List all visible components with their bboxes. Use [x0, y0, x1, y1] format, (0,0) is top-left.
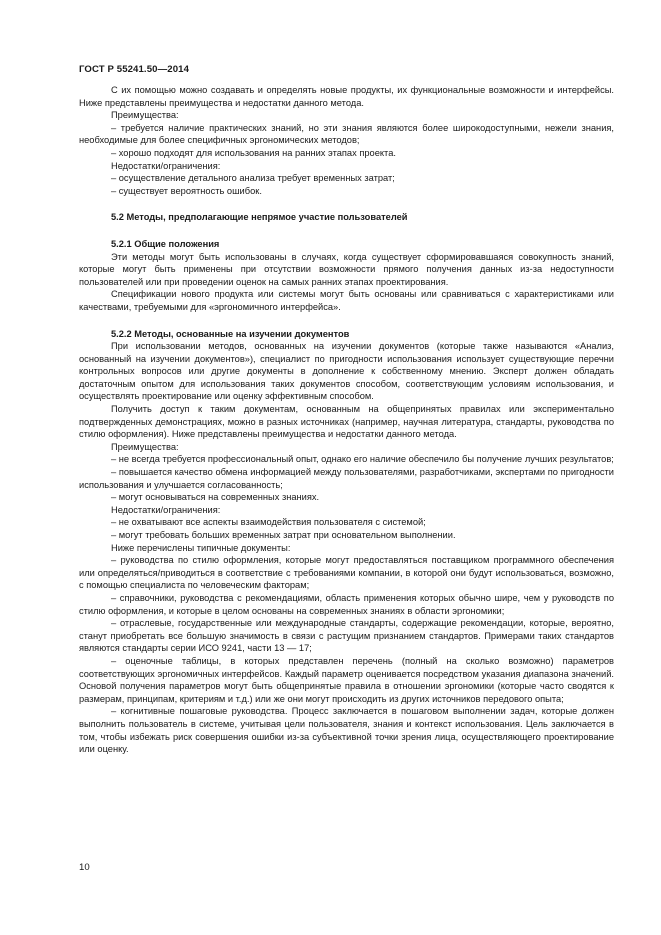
- list-item: – осуществление детального анализа требует временных затрат;: [111, 173, 395, 184]
- list-item: – справочники, руководства с рекомендациями, область применения которых обычно шире, чем у руководств по стилю оформления, и которые в целом основаны на современных знаниях в области эргономики;: [79, 592, 614, 616]
- paragraph: Преимущества:: [111, 110, 179, 121]
- paragraph: Получить доступ к таким документам, основанным на общепринятых правилах или экспериментально подтвержденных демонстрациях, можно в разных источниках (например, научная литература, стандарты, руководства по стилю оформления). Ниже представлены преимущества и недостатки данного метода.: [79, 404, 614, 440]
- list-item: – могут требовать больших временных затрат при основательном выполнении.: [111, 530, 456, 540]
- paragraph: Эти методы могут быть использованы в случаях, когда существует сформировавшаяся совокупность знаний, которые могут быть применены при отсутствии возможности прямого получения данных из-за недоступности пользователей или при проведении оценок на самых ранних этапах проектирования.: [79, 251, 614, 287]
- section-heading: 5.2 Методы, предполагающие непрямое участие пользователей: [111, 212, 408, 223]
- paragraph: Ниже перечислены типичные документы:: [111, 542, 291, 553]
- document-body: [79, 84, 614, 756]
- document-header: ГОСТ Р 55241.50—2014: [79, 64, 190, 75]
- paragraph: При использовании методов, основанных на изучении документов (которые также называются «Анализ, основанный на изучении документов»), специалист по пригодности использования использует существующие перечни контрольных вопросов или другие документы в дополнение к собственному мнению. Эксперт должен обладать достаточным опытом для использования таких документов способом, соответствующим условиям использования, и осуществлять проектирование или оценку эффективным способом.: [79, 341, 614, 402]
- paragraph: Спецификации нового продукта или системы могут быть основаны или сравниваться с характеристиками или качествами, требуемыми для «эргономичного интерфейса».: [79, 289, 614, 312]
- list-item: – требуется наличие практических знаний, но эти знания являются более широкодоступными, нежели знания, необходимые для более специфичных эргономических методов;: [79, 122, 614, 146]
- section-heading: 5.2.2 Методы, основанные на изучении документов: [111, 328, 350, 339]
- spacer: [79, 314, 614, 328]
- list-item: – могут основываться на современных знаниях.: [111, 492, 320, 503]
- paragraph: Недостатки/ограничения:: [111, 504, 221, 515]
- list-item: – не всегда требуется профессиональный опыт, однако его наличие обеспечило бы получение лучших результатов;: [111, 454, 614, 465]
- section-heading: 5.2.1 Общие положения: [111, 238, 220, 249]
- paragraph: Преимущества:: [111, 441, 179, 452]
- list-item: – существует вероятность ошибок.: [111, 185, 262, 196]
- list-item: – оценочные таблицы, в которых представлен перечень (полный на сколько возможно) параметров соответствующих эргономичных интерфейсов. Каждый параметр оценивается посредством указания диапазона значений. Основой получения параметров могут быть общепринятые правила в отношении эргономики (которые часто сводятся к размерам, принципам, критериям и т.д.) или же они могут происходить из других источников передового опыта;: [79, 655, 614, 704]
- list-item: – хорошо подходят для использования на ранних этапах проекта.: [111, 147, 396, 158]
- list-item: – не охватывают все аспекты взаимодействия пользователя с системой;: [111, 517, 426, 528]
- spacer: [79, 197, 614, 211]
- list-item: – отраслевые, государственные или международные стандарты, содержащие рекомендации, которые, вероятно, станут приобретать все большую значимость в связи с растущим признанием стандартов. Примерами таких стандартов являются стандарты серии ИСО 9241, части 13 — 17;: [79, 618, 614, 654]
- list-item: – руководства по стилю оформления, которые могут предоставляться поставщиком программного обеспечения или определяться/приводиться в соответствие с требованиями компании, в которой они будут использоваться, возможно, с помощью специалиста по человеческим факторам;: [79, 555, 614, 591]
- paragraph: С их помощью можно создавать и определять новые продукты, их функциональные возможности и интерфейсы. Ниже представлены преимущества и недостатки данного метода.: [79, 85, 614, 108]
- page-number: 10: [79, 862, 90, 873]
- spacer: [79, 224, 614, 238]
- paragraph: Недостатки/ограничения:: [111, 160, 221, 171]
- list-item: – повышается качество обмена информацией между пользователями, разработчиками, экспертами по пригодности использования и улучшается согласованность;: [79, 467, 614, 490]
- list-item: – когнитивные пошаговые руководства. Процесс заключается в пошаговом выполнении задач, которые должен выполнить пользователь в системе, учитывая цели пользователя, знания и контекст использования. Цель заключается в том, чтобы избежать риск совершения ошибки из-за субъективной точки зрения лица, осуществляющего проектирование или оценку.: [79, 706, 614, 755]
